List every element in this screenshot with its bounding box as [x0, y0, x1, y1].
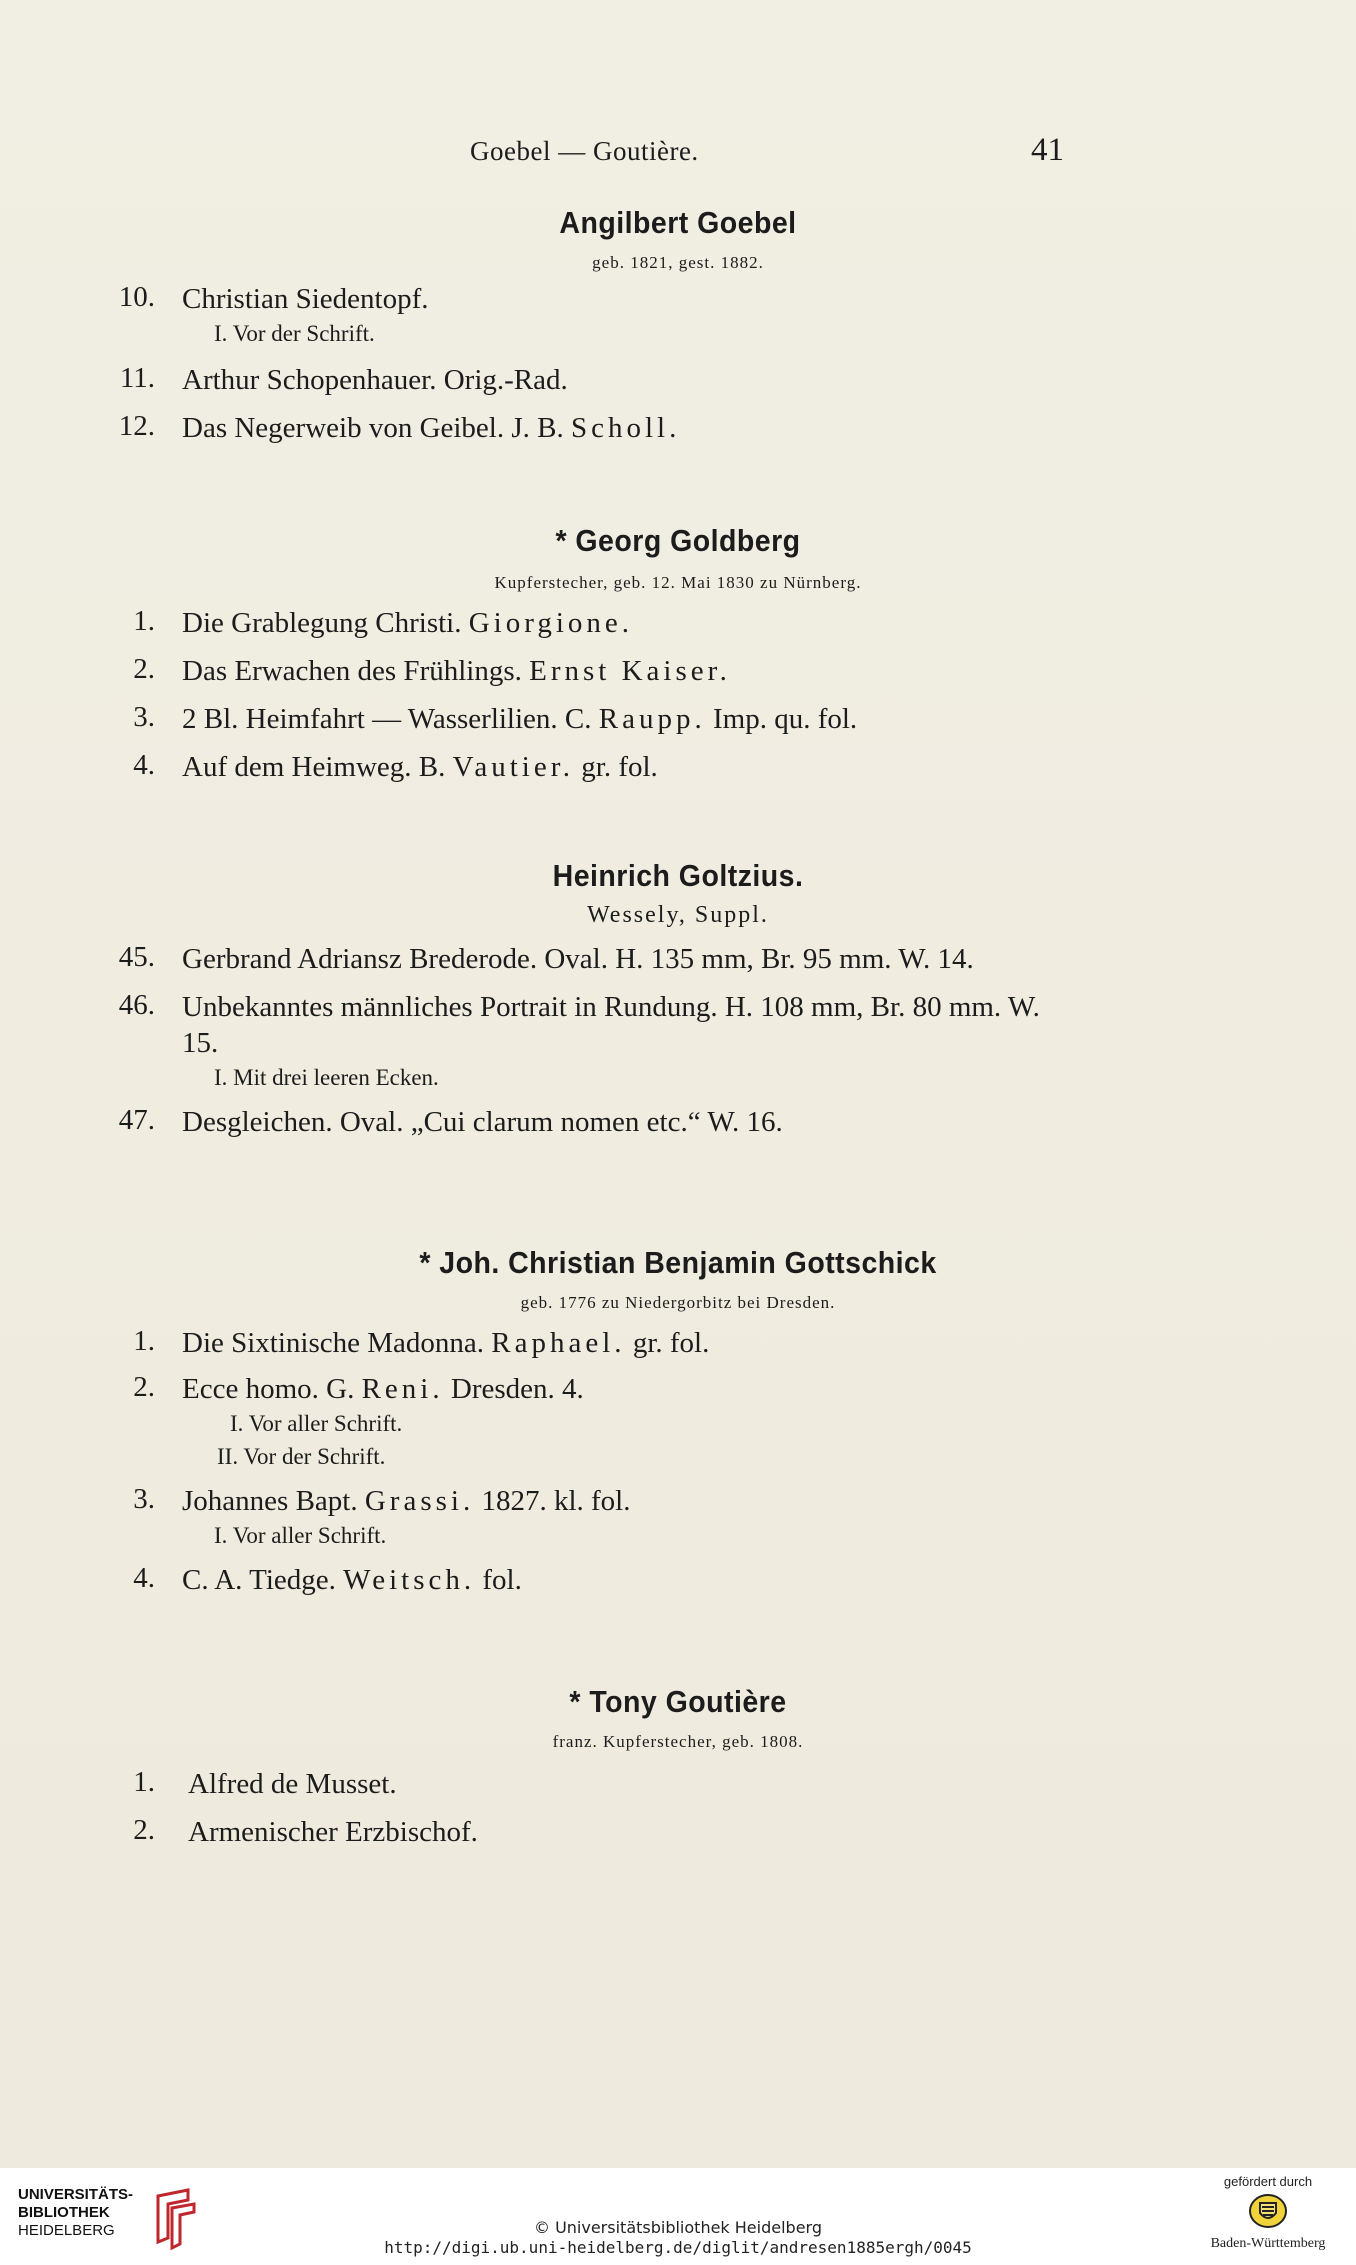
entry-format: Imp. qu. fol. [705, 703, 858, 735]
entry-state: I. Vor der Schrift. [214, 321, 375, 346]
section-title: * Georg Goldberg [555, 523, 801, 558]
entry-text: Arthur Schopenhauer. Orig.-Rad. [182, 364, 568, 396]
entry-artist: Raupp. [598, 703, 706, 735]
entry-number: 4. [133, 1562, 155, 1594]
section-subtitle: franz. Kupferstecher, geb. 1808. [552, 1732, 804, 1751]
entry-state: I. Mit drei leeren Ecken. [214, 1065, 439, 1090]
entry-artist: Grassi. [364, 1485, 475, 1517]
entry-format: gr. fol. [625, 1327, 710, 1359]
list-item [0, 1814, 1356, 1850]
list-item [0, 362, 1356, 398]
entry-text: Gerbrand Adriansz Brederode. Oval. H. 135 mm, Br. 95 mm. W. 14. [182, 943, 974, 975]
entry-number: 1. [133, 1325, 155, 1357]
entry-text: Das Negerweib von Geibel. J. B. [182, 412, 571, 444]
section-title: * Tony Goutière [569, 1684, 787, 1719]
entry-number: 11. [119, 362, 155, 394]
entry-format: fol. [475, 1564, 522, 1596]
section-subtitle: geb. 1821, gest. 1882. [592, 253, 764, 272]
entry-artist: Ernst Kaiser. [529, 655, 731, 687]
entry-artist: Scholl. [571, 412, 681, 444]
entry-text: Johannes Bapt. [182, 1485, 365, 1517]
entry-number: 45. [118, 941, 155, 973]
list-item [0, 1562, 1356, 1598]
entry-text: Ecce homo. G. [182, 1373, 362, 1405]
list-item [0, 941, 1356, 977]
sponsor-block[interactable] [1198, 2174, 1338, 2252]
logo-line-1: UNIVERSITÄTS- [18, 2186, 134, 2203]
section-goutiere [0, 1684, 1356, 1850]
copyright-notice: © Universitätsbibliothek Heidelberg [533, 2218, 822, 2237]
entry-number: 3. [133, 1483, 155, 1515]
section-subtitle: geb. 1776 zu Niedergorbitz bei Dresden. [520, 1293, 836, 1312]
list-item [0, 1325, 1356, 1361]
list-item [0, 1104, 1356, 1140]
entry-number: 2. [133, 1814, 155, 1846]
entry-state: I. Vor aller Schrift. [230, 1411, 403, 1436]
state-coat-of-arms-icon [1248, 2193, 1288, 2229]
entry-format: Dresden. 4. [443, 1373, 584, 1405]
page-number: 41 [1031, 132, 1064, 168]
entry-text: Unbekanntes männliches Portrait in Rundung. H. 108 mm, Br. 80 mm. W. 15. [182, 991, 1040, 1059]
entry-text: Die Grablegung Christi. [182, 607, 469, 639]
section-title: * Joh. Christian Benjamin Gottschick [419, 1245, 937, 1280]
entry-text: Desgleichen. Oval. „Cui clarum nomen etc.“ W. 16. [182, 1106, 783, 1138]
entry-state: I. Vor aller Schrift. [214, 1523, 387, 1548]
entry-format: gr. fol. [574, 751, 658, 783]
page-header [0, 132, 1356, 176]
list-item [0, 281, 1356, 317]
entry-number: 1. [133, 1766, 155, 1798]
entry-text: C. A. Tiedge. [182, 1564, 344, 1596]
entry-number: 46. [118, 989, 155, 1021]
source-url[interactable]: http://digi.ub.uni-heidelberg.de/diglit/andresen1885ergh/0045 [384, 2238, 972, 2257]
list-item [0, 989, 1356, 1061]
list-item [0, 701, 1356, 737]
entry-number: 47. [118, 1104, 155, 1136]
entry-text: Auf dem Heimweg. B. [182, 751, 453, 783]
list-item [0, 1483, 1356, 1519]
entry-artist: Giorgione. [468, 607, 634, 639]
entry-text: Alfred de Musset. [188, 1768, 397, 1800]
section-title: Angilbert Goebel [559, 205, 797, 240]
entry-number: 3. [133, 701, 155, 733]
section-gottschick [0, 1245, 1356, 1598]
sponsor-name: Baden-Württemberg [1210, 2236, 1326, 2251]
section-subtitle: Kupferstecher, geb. 12. Mai 1830 zu Nürnberg. [494, 573, 862, 592]
section-goldberg [0, 523, 1356, 785]
section-subtitle: Wessely, Suppl. [587, 902, 769, 928]
list-item [0, 1371, 1356, 1407]
list-item [0, 605, 1356, 641]
entry-state: II. Vor der Schrift. [217, 1444, 386, 1469]
section-goebel [0, 205, 1356, 446]
list-item [0, 410, 1356, 446]
section-title: Heinrich Goltzius. [552, 858, 804, 893]
entry-number: 4. [133, 749, 155, 781]
entry-format: 1827. kl. fol. [474, 1485, 631, 1517]
entry-artist: Raphael. [491, 1327, 626, 1359]
entry-text: Armenischer Erzbischof. [188, 1816, 478, 1848]
entry-artist: Reni. [361, 1373, 444, 1405]
entry-artist: Weitsch. [343, 1564, 476, 1596]
list-item [0, 749, 1356, 785]
logo-line-3: HEIDELBERG [18, 2222, 115, 2239]
list-item [0, 653, 1356, 689]
entry-artist: Vautier. [452, 751, 575, 783]
entry-text: Christian Siedentopf. [182, 283, 429, 315]
sponsor-label: gefördert durch [1223, 2174, 1313, 2189]
entry-text: Das Erwachen des Frühlings. [182, 655, 530, 687]
page-footer [0, 2168, 1356, 2265]
logo-line-2: BIBLIOTHEK [18, 2204, 110, 2221]
entry-number: 2. [133, 653, 155, 685]
entry-text: 2 Bl. Heimfahrt — Wasserlilien. C. [182, 703, 599, 735]
entry-number: 12. [118, 410, 155, 442]
entry-text: Die Sixtinische Madonna. [182, 1327, 492, 1359]
section-goltzius [0, 858, 1356, 1140]
entry-number: 1. [133, 605, 155, 637]
entry-number: 2. [133, 1371, 155, 1403]
entry-number: 10. [118, 281, 155, 313]
list-item [0, 1766, 1356, 1802]
running-title: Goebel — Goutière. [470, 136, 699, 166]
